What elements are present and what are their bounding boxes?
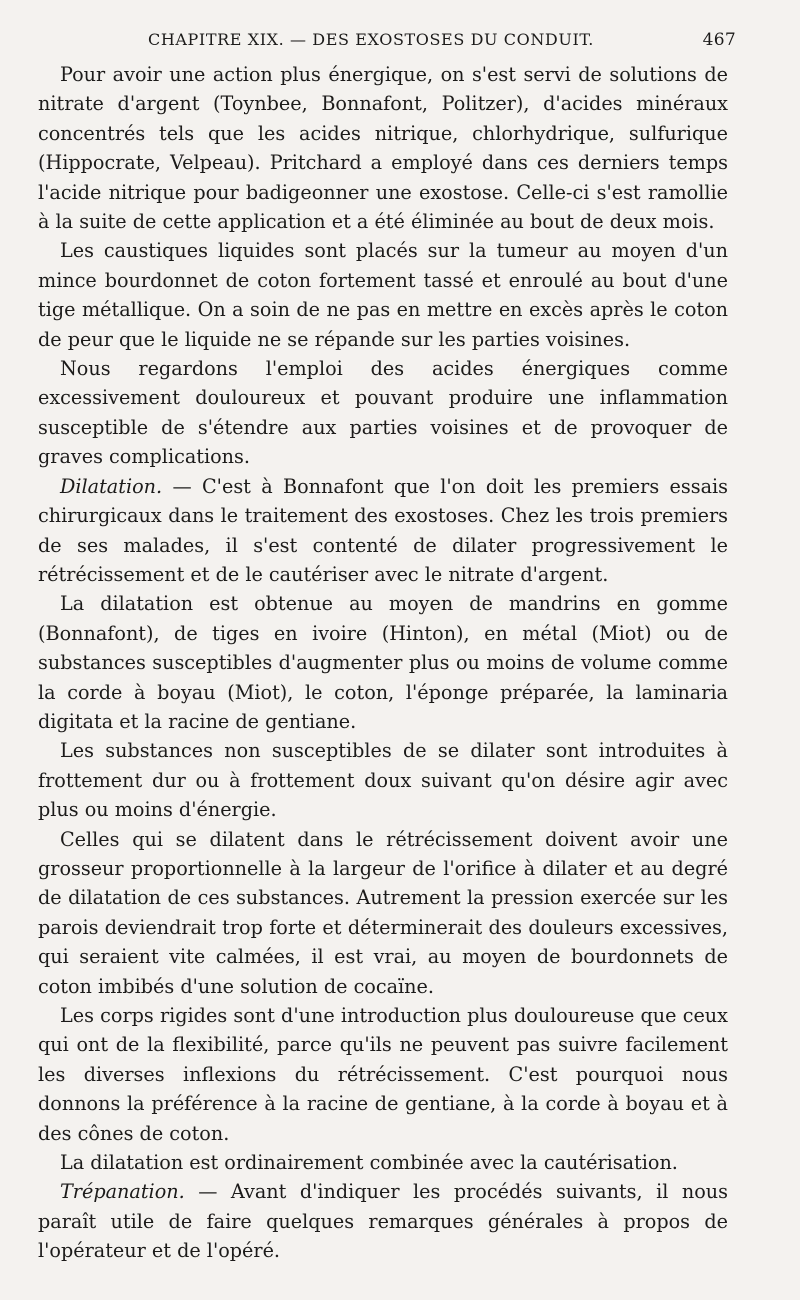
page-body bbox=[38, 60, 728, 1266]
paragraph: La dilatation est obtenue au moyen de mandrins en gomme (Bonnafont), de tiges en ivoire (Hinton), en métal (Miot) ou de substances susceptibles d'augmenter plus ou moins de volume comme la corde à boyau (Miot), le coton, l'éponge préparée, la laminaria digitata et la racine de gentiane. bbox=[38, 592, 728, 733]
section-lead: Trépanation. bbox=[60, 1180, 185, 1204]
page-number: 467 bbox=[702, 30, 736, 50]
section-lead: Dilatation. bbox=[60, 474, 163, 498]
paragraph: Les corps rigides sont d'une introduction plus douloureuse que ceux qui ont de la flexibilité, parce qu'ils ne peuvent pas suivre facilement les diverses inflexions du rétrécissement. C'est pourquoi nous donnons la préférence à la racine de gentiane, à la corde à boyau et à des cônes de coton. bbox=[38, 1004, 728, 1145]
paragraph: Trépanation. — Avant d'indiquer les procédés suivants, il nous paraît utile de faire quelques remarques générales à propos de l'opérateur et de l'opéré. bbox=[38, 1180, 728, 1263]
running-header bbox=[60, 30, 740, 58]
chapter-title: CHAPITRE XIX. — DES EXOSTOSES DU CONDUIT. bbox=[148, 30, 594, 49]
paragraph: Nous regardons l'emploi des acides énergiques comme excessivement douloureux et pouvant produire une inflammation susceptible de s'étendre aux parties voisines et de provoquer de graves complications. bbox=[38, 357, 728, 469]
paragraph: Celles qui se dilatent dans le rétrécissement doivent avoir une grosseur proportionnelle à la largeur de l'orifice à dilater et au degré de dilatation de ces substances. Autrement la pression exercée sur les parois deviendrait trop forte et déterminerait des douleurs excessives, qui seraient vite calmées, il est vrai, au moyen de bourdonnets de coton imbibés d'une solution de cocaïne. bbox=[38, 827, 728, 998]
paragraph: Dilatation. — C'est à Bonnafont que l'on doit les premiers essais chirurgicaux dans le traitement des exostoses. Chez les trois premiers de ses malades, il s'est contenté de dilater progressivement le rétrécissement et de le cautériser avec le nitrate d'argent. bbox=[38, 474, 728, 586]
paragraph: La dilatation est ordinairement combinée avec la cautérisation. bbox=[60, 1151, 678, 1175]
paragraph: Pour avoir une action plus énergique, on s'est servi de solutions de nitrate d'argent (Toynbee, Bonnafont, Politzer), d'acides minéraux concentrés tels que les acides nitrique, chlorhydrique, sulfurique (Hippocrate, Velpeau). Pritchard a employé dans ces derniers temps l'acide nitrique pour badigeonner une exostose. Celle-ci s'est ramollie à la suite de cette application et a été éliminée au bout de deux mois. bbox=[38, 63, 728, 234]
paragraph: Les caustiques liquides sont placés sur la tumeur au moyen d'un mince bourdonnet de coton fortement tassé et enroulé au bout d'une tige métallique. On a soin de ne pas en mettre en excès après le coton de peur que le liquide ne se répande sur les parties voisines. bbox=[38, 239, 728, 351]
paragraph: Les substances non susceptibles de se dilater sont introduites à frottement dur ou à frottement doux suivant qu'on désire agir avec plus ou moins d'énergie. bbox=[38, 739, 728, 822]
